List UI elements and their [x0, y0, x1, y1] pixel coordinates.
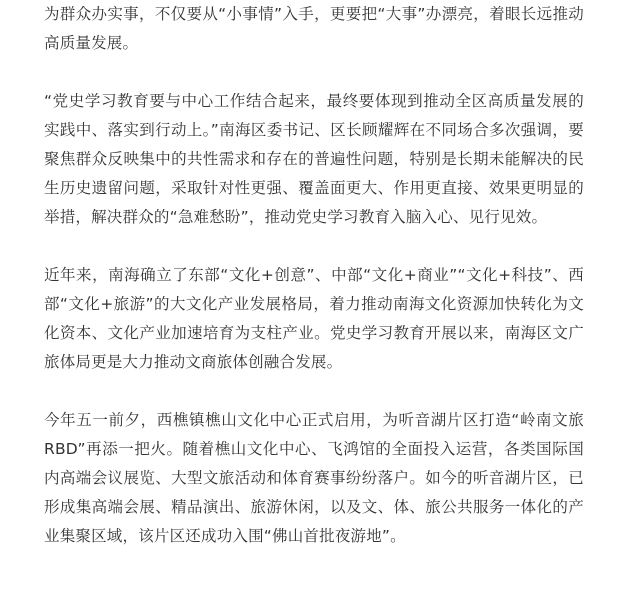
paragraph-2: “党史学习教育要与中心工作结合起来，最终要体现到推动全区高质量发展的实践中、落实到行动上。”南海区委书记、区长顾耀辉在不同场合多次强调，要聚焦群众反映集中的共性需求和存在的普遍性问题，特别是长期未能解决的民生历史遗留问题，采取针对性更强、覆盖面更大、作用更直接、效果更明显的举措，解决群众的“急难愁盼”，推动党史学习教育入脑入心、见行见效。 — [44, 92, 584, 226]
paragraph-3: 近年来，南海确立了东部“文化+创意”、中部“文化+商业”“文化+科技”、西部“文化+旅游”的大文化产业发展格局，着力推动南海文化资源加快转化为文化资本、文化产业加速培育为支柱产业。党史学习教育开展以来，南海区文广旅体局更是大力推动文商旅体创融合发展。 — [44, 266, 584, 371]
paragraph-4: 今年五一前夕，西樵镇樵山文化中心正式启用，为听音湖片区打造“岭南文旅RBD”再添一把火。随着樵山文化中心、飞鸿馆的全面投入运营，各类国际国内高端会议展览、大型文旅活动和体育赛事纷纷落户。如今的听音湖片区，已形成集高端会展、精品演出、旅游休闲，以及文、体、旅公共服务一体化的产业集聚区域，该片区还成功入围“佛山首批夜游地”。 — [44, 411, 584, 545]
paragraph-1: 为群众办实事，不仅要从“小事情”入手，更要把“大事”办漂亮，着眼长远推动高质量发展。 — [44, 5, 584, 52]
article-body — [44, 0, 584, 551]
